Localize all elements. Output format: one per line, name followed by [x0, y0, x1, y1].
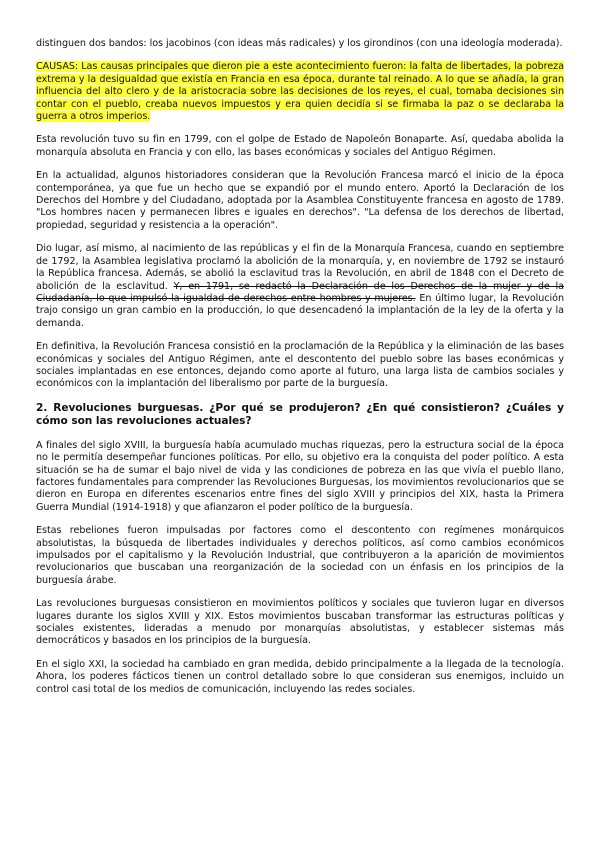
- paragraph-fin-revolucion: Esta revolución tuvo su fin en 1799, con el golpe de Estado de Napoleón Bonaparte. Así, quedaba abolida la monarquía absoluta en Francia y con ello, las bases económicas y sociales del Antiguo Régimen.: [36, 134, 564, 158]
- paragraph-bandos: distinguen dos bandos: los jacobinos (con ideas más radicales) y los girondinos (con una ideología moderada).: [36, 38, 563, 49]
- document-page: [36, 38, 564, 707]
- strikethrough-text: Y, en 1791, se redactó la Declaración de los Derechos de la mujer y de la Ciudadanía, lo que impulsó la igualdad de derechos entre hombres y mujeres.: [36, 280, 564, 304]
- paragraph-consistieron: Las revoluciones burguesas consistieron en movimientos políticos y sociales que tuvieron lugar en diversos lugares durante los siglos XVIII y XIX. Estos movimientos buscaban transformar las estructuras políticas y sociales existentes, lideradas a menudo por monarquías absolutistas, y establecer sistemas más democráticos y basados en los principios de la burguesía.: [36, 598, 564, 647]
- paragraph-republicas: [36, 243, 564, 330]
- paragraph-actualidad: En la actualidad, algunos historiadores consideran que la Revolución Francesa marcó el inicio de la época contemporánea, ya que fue un hecho que se expandió por el mundo entero. Aportó la Declaración de los Derechos del Hombre y del Ciudadano, adoptada por la Asamblea Constituyente francesa en agosto de 1789. "Los hombres nacen y permanecen libres e iguales en derechos". "La defensa de los derechos de libertad, propiedad, seguridad y resistencia a la operación".: [36, 170, 564, 231]
- paragraph-rebeliones: Estas rebeliones fueron impulsadas por factores como el descontento con regímenes monárquicos absolutistas, la búsqueda de libertades individuales y derechos políticos, así como cambios económicos impulsados por el capitalismo y la Revolución Industrial, que contribuyeron a la aparición de movimientos revolucionarios que buscaban una reorganización de la sociedad con un énfasis en los principios de la burguesía árabe.: [36, 525, 564, 586]
- republicas-text-end: En último lugar, la Revolución trajo consigo un gran cambio en la producción, lo que desencadenó la implantación de la ley de la oferta y la demanda.: [36, 292, 564, 329]
- paragraph-burguesia: A finales del siglo XVIII, la burguesía había acumulado muchas riquezas, pero la estructura social de la época no le permitía desempeñar funciones políticas. Por ello, su objetivo era la conquista del poder político. A esta situación se ha de sumar el bajo nivel de vida y las condiciones de pobreza en las que vivía el pueblo llano, factores fundamentales para comprender las Revoluciones Burguesas, los movimientos revolucionarios que se dieron en Europa en diferentes escenarios entre fines del siglo XVIII y principios del XIX, hasta la Primera Guerra Mundial (1914-1918) y que afianzaron el poder político de la burguesía.: [36, 439, 564, 513]
- paragraph-siglo-xxi: En el siglo XXI, la sociedad ha cambiado en gran medida, debido principalmente a la llegada de la tecnología. Ahora, los poderes fácticos tienen un control detallado sobre lo que consideran sus enemigos, incluido un control casi total de los medios de comunicación, incluyendo las redes sociales.: [36, 658, 564, 695]
- highlighted-text-causas: CAUSAS: Las causas principales que dieron pie a este acontecimiento fueron: la falta de libertades, la pobreza extrema y la desigualdad que existía en Francia en esa época, durante tal reinado. A lo que se añadía, la gran influencia del alto clero y de la aristocracia sobre las decisiones de los reyes, el cual, tomaba decisiones sin contar con el pueblo, creaba nuevos impuestos y era quien decidía si se firmaba la paz o se declaraba la guerra a otros imperios.: [36, 61, 564, 123]
- republicas-text: Dio lugar, así mismo, al nacimiento de las repúblicas y el fin de la Monarquía Francesa, cuando en septiembre de 1792, la Asamblea legislativa proclamó la abolición de la monarquía, y, en noviembre de 1792 se instauró la República francesa. Además, se abolió la esclavitud tras la Revolución, en abril de 1848 con el Decreto de abolición de la esclavitud.: [36, 243, 564, 292]
- paragraph-definitiva: En definitiva, la Revolución Francesa consistió en la proclamación de la República y la eliminación de las bases económicas y sociales del Antiguo Régimen, ante el descontento del pueblo sobre las bases económicas y sociales implantadas en ese entonces, dejando como aporte al futuro, una larga lista de cambios sociales y económicos con la implantación del liberalismo por parte de la burguesía.: [36, 341, 564, 390]
- section-heading: 2. Revoluciones burguesas. ¿Por qué se produjeron? ¿En qué consistieron? ¿Cuáles y cómo son las revoluciones actuales?: [36, 401, 564, 427]
- paragraph-causas: [36, 61, 564, 123]
